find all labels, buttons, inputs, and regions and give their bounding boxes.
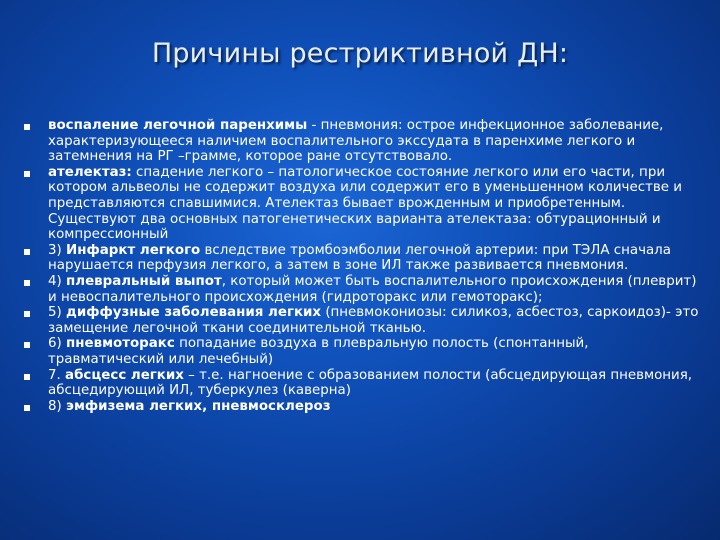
square-bullet-icon bbox=[24, 405, 30, 411]
causes-list bbox=[22, 118, 702, 414]
item-description: (пневмокониозы: силикоз, асбестоз, саркоидоз)- это замещение легочной ткани соединительной тканью. bbox=[48, 305, 699, 336]
list-item bbox=[22, 243, 702, 274]
item-number: 8) bbox=[48, 398, 67, 414]
item-term: плевральный выпот bbox=[66, 273, 222, 289]
item-description: - пневмония: острое инфекционное заболевание, характеризующееся наличием воспалительного экссудата в паренхиме легкого и затемнения на РГ –грамме, которое ране отсутствовало. bbox=[48, 118, 664, 165]
item-description: вследствие тромбоэмболии легочной артерии: при ТЭЛА сначала нарушается перфузия легкого, а затем в зоне ИЛ также развивается пневмония. bbox=[48, 242, 671, 274]
item-number: 4) bbox=[48, 273, 67, 289]
list-item bbox=[22, 118, 702, 165]
item-number: 5) bbox=[48, 305, 67, 321]
slide-title: Причины рестриктивной ДН: bbox=[151, 38, 569, 69]
item-description: спадение легкого – патологическое состояние легкого или его части, при котором альвеолы не содержит воздуха или содержит его в уменьшенном количестве и представляются спавшимися. Ателектаз бывает врожденным и приобретенным. Существуют два основных патогенетических варианта ателектаза: обтурационный и компрессионный bbox=[48, 164, 682, 243]
list-item bbox=[22, 305, 702, 336]
item-term: диффузные заболевания легких bbox=[66, 305, 322, 321]
square-bullet-icon bbox=[24, 311, 30, 317]
square-bullet-icon bbox=[24, 124, 30, 130]
item-term: ателектаз: bbox=[48, 164, 132, 180]
item-term: воспаление легочной паренхимы bbox=[48, 118, 308, 133]
item-number: 6) bbox=[48, 336, 67, 352]
list-item bbox=[22, 165, 702, 243]
list-item bbox=[22, 368, 702, 399]
item-number: 3) bbox=[48, 242, 67, 258]
square-bullet-icon bbox=[24, 249, 30, 255]
item-term: пневмоторакс bbox=[66, 336, 175, 352]
list-item bbox=[22, 274, 702, 305]
item-description: попадание воздуха в плевральную полость (спонтанный, травматический или лечебный) bbox=[48, 336, 589, 367]
square-bullet-icon bbox=[24, 280, 30, 286]
item-number: 7. bbox=[48, 367, 66, 383]
item-description: , который может быть воспалительного происхождения (плеврит) и невоспалительного происхождения (гидроторакс или гемоторакс); bbox=[48, 273, 697, 305]
item-term: абсцесс легких bbox=[65, 367, 184, 383]
item-term: эмфизема легких, пневмосклероз bbox=[66, 398, 331, 414]
list-item bbox=[22, 399, 702, 415]
square-bullet-icon bbox=[24, 171, 30, 177]
item-term: Инфаркт легкого bbox=[66, 242, 201, 258]
item-description: – т.е. нагноение с образованием полости (абсцедирующая пневмония, абсцедирующий ИЛ, туберкулез (каверна) bbox=[48, 367, 693, 399]
square-bullet-icon bbox=[24, 342, 30, 348]
list-item bbox=[22, 336, 702, 367]
square-bullet-icon bbox=[24, 374, 30, 380]
